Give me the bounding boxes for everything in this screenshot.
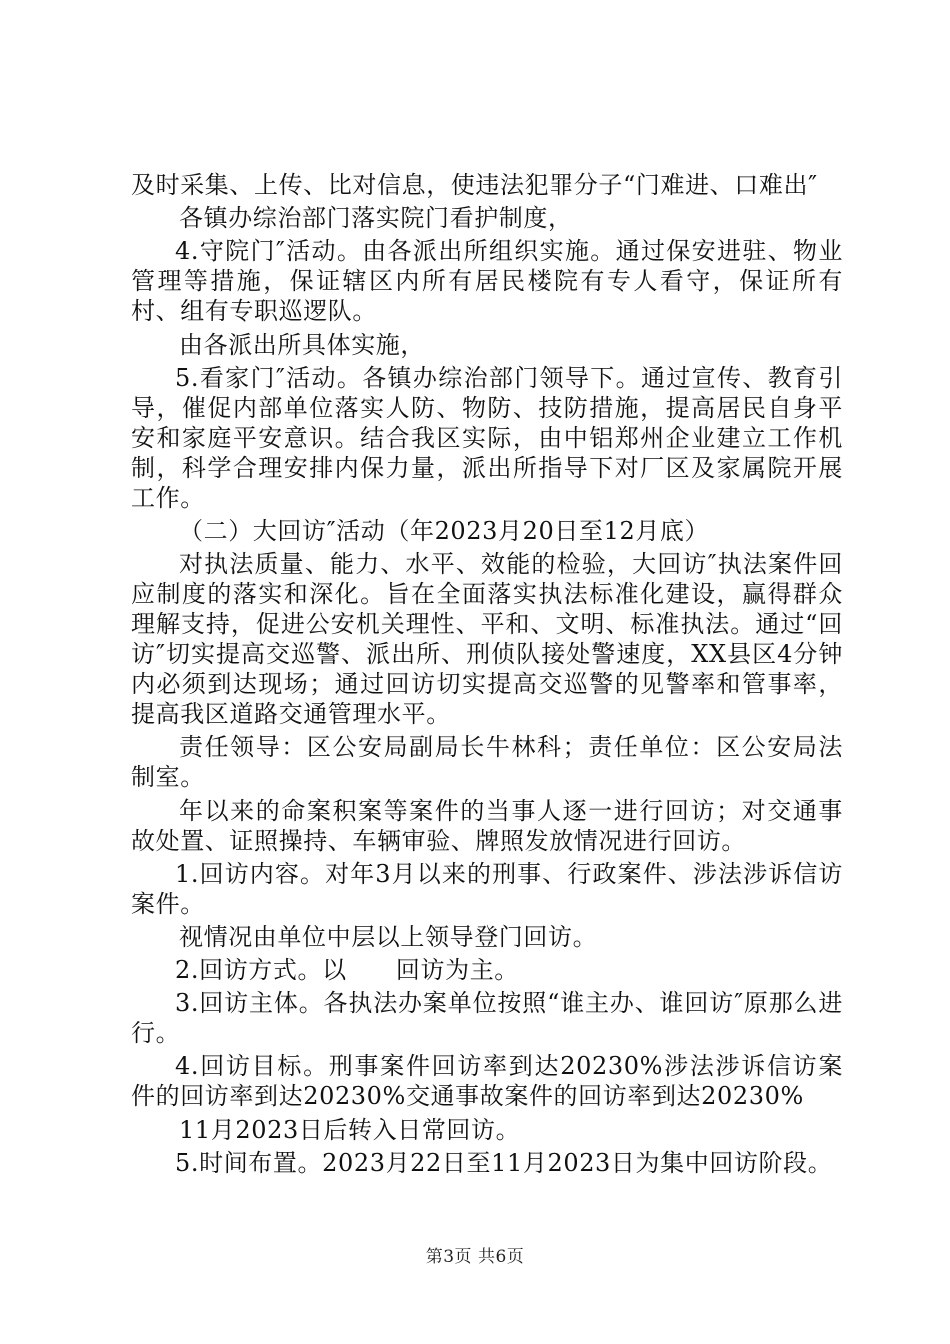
paragraph: 责任领导：区公安局副局长牛林科；责任单位：区公安局法制室。 [131,733,843,792]
page-number-footer: 第3页 共6页 [425,1247,525,1267]
paragraph: 年以来的命案积案等案件的当事人逐一进行回访；对交通事故处置、证照操持、车辆审验、牌照发放情况进行回访。 [131,796,843,855]
document-body [131,170,843,1181]
paragraph: 5.时间布置。2023月22日至11月2023日为集中回访阶段。 [175,1148,833,1177]
paragraph: 4.守院门″活动。由各派出所组织实施。通过保安进驻、物业管理等措施，保证辖区内所有居民楼院有专人看守，保证所有村、组有专职巡逻队。 [131,237,843,326]
paragraph: 视情况由单位中层以上领导登门回访。 [179,922,598,951]
paragraph: 对执法质量、能力、水平、效能的检验，大回访″执法案件回应制度的落实和深化。旨在全面落实执法标准化建设，赢得群众理解支持，促进公安机关理性、平和、文明、标准执法。通过“回访″切实提高交巡警、派出所、刑侦队接处警速度，XX县区4分钟内必须到达现场；通过回访切实提高交巡警的见警率和管事率，提高我区道路交通管理水平。 [131,550,843,729]
paragraph: 2.回访方式。以 回访为主。 [175,956,519,985]
section-heading: （二）大回访″活动（年2023月20日至12月底） [179,516,710,545]
paragraph: 4.回访目标。刑事案件回访率到达20230%涉法涉诉信访案件的回访率到达20230%交通事故案件的回访率到达20230% [131,1052,843,1111]
paragraph: 1.回访内容。对年3月以来的刑事、行政案件、涉法涉诉信访案件。 [131,859,843,918]
paragraph: 11月2023日后转入日常回访。 [179,1115,521,1144]
paragraph: 5.看家门″活动。各镇办综治部门领导下。通过宣传、教育引导，催促内部单位落实人防、物防、技防措施，提高居民自身平安和家庭平安意识。结合我区实际，由中铝郑州企业建立工作机制，科学合理安排内保力量，派出所指导下对厂区及家属院开展工作。 [131,363,843,512]
paragraph: 及时采集、上传、比对信息，使违法犯罪分子“门难进、口难出″ [131,171,818,199]
paragraph: 3.回访主体。各执法办案单位按照“谁主办、谁回访″原那么进行。 [131,989,843,1048]
paragraph: 由各派出所具体实施， [179,330,425,359]
paragraph: 各镇办综治部门落实院门看护制度， [179,204,573,233]
